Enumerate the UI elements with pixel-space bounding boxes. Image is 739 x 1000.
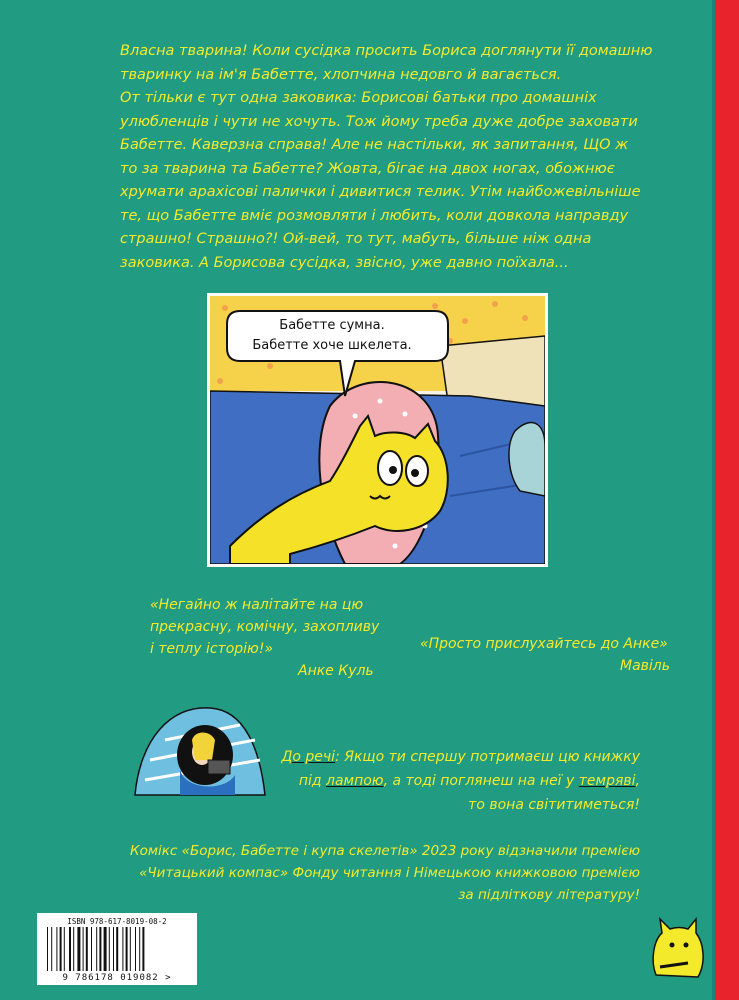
- kid-with-blanket-illustration: [130, 700, 270, 800]
- barcode-bar: [51, 927, 52, 971]
- speech-line: Бабетте хоче шкелета.: [252, 338, 412, 353]
- blurb-line: От тільки є тут одна заковика: Борисові батьки про домашніх: [120, 90, 597, 106]
- award-text: [130, 840, 640, 906]
- barcode-bar: [56, 927, 57, 971]
- barcode-bar: [139, 927, 140, 971]
- barcode-bar: [73, 927, 74, 971]
- barcode-bar: [104, 927, 107, 971]
- blurb-line: страшно! Страшно?! Ой-вей, то тут, мабуть, більше ніж одна: [120, 231, 592, 247]
- quote-line: і теплу історію!»: [150, 641, 274, 657]
- barcode-bar: [122, 927, 123, 971]
- barcode-bar: [142, 927, 144, 971]
- blurb-line: заковика. А Борисова сусідка, звісно, уже давно поїхала...: [120, 254, 569, 271]
- barcode-bar: [109, 927, 110, 971]
- barcode-bar: [60, 927, 62, 971]
- blurb-line: те, що Бабетте вміє розмовляти і любить, коли довкола направду: [120, 207, 629, 224]
- isbn-text: ISBN 978-617-8019-08-2: [67, 917, 167, 926]
- review-quote-2: [420, 633, 680, 674]
- barcode-bar: [47, 927, 48, 971]
- fact-line: [280, 745, 640, 769]
- fact-lead: До речі: [281, 749, 336, 765]
- fact-dark: темряві: [578, 773, 636, 789]
- barcode-bar: [83, 927, 84, 971]
- barcode-bar: [96, 927, 97, 971]
- fact-text: ,: [635, 773, 640, 789]
- award-line: Комікс «Борис, Бабетте і купа скелетів» 2023 року відзначили премією: [130, 843, 641, 859]
- quote-author: Анке Куль: [298, 663, 374, 679]
- fact-lamp: лампою: [326, 773, 384, 789]
- award-line: «Читацький компас» Фонду читання і Німецькою книжковою премією: [139, 865, 640, 881]
- barcode-bar: [130, 927, 131, 971]
- review-quote-1: [150, 594, 390, 679]
- blurb-line: улюбленців і чути не хочуть. Тож йому треба дуже добре заховати: [120, 113, 638, 130]
- blurb-line: то за тварина та Бабетте? Жовта, бігає на двох ногах, обожнює: [120, 160, 615, 177]
- barcode-bar: [126, 927, 128, 971]
- barcode-bar: [69, 927, 71, 971]
- publisher-logo-icon: [648, 915, 708, 985]
- fact-text: під: [298, 773, 326, 789]
- barcode-bar: [116, 927, 118, 971]
- barcode-bar: [86, 927, 88, 971]
- blurb-line: хрумати арахісові палички і дивитися телик. Утім найбожевільніше: [120, 184, 641, 200]
- quote-line: прекрасну, комічну, захопливу: [150, 619, 380, 635]
- quote-line: «Негайно ж налітайте на цю: [150, 597, 364, 613]
- fact-text: , а тоді поглянеш на неї у: [383, 773, 579, 789]
- barcode-bar: [91, 927, 92, 971]
- ean-text: 9 786178 019082 >: [62, 973, 172, 983]
- award-line: за підліткову літературу!: [458, 887, 640, 903]
- speech-bubble-text: [237, 316, 427, 356]
- barcode-bar: [99, 927, 101, 971]
- blurb-text: [120, 40, 680, 275]
- fact-text: : Якщо ти спершу потримаєш цю книжку: [335, 749, 640, 765]
- quote-line: «Просто прислухайтесь до Анке»: [420, 636, 668, 652]
- red-spine: [715, 0, 739, 1000]
- barcode: [37, 913, 197, 985]
- barcode-bar: [113, 927, 114, 971]
- blurb-line: тваринку на ім'я Бабетте, хлопчина недовго й вагається.: [120, 66, 562, 83]
- speech-line: Бабетте сумна.: [279, 318, 385, 333]
- barcode-bar: [64, 927, 65, 971]
- glow-fact: [280, 745, 640, 817]
- barcode-bar: [135, 927, 136, 971]
- blurb-line: Бабетте. Каверзна справа! Але не настільки, як запитання, ЩО ж: [120, 137, 629, 153]
- fact-line: то вона світитиметься!: [468, 797, 640, 813]
- quote-author: Мавіль: [620, 658, 670, 674]
- fact-line: [280, 769, 640, 793]
- blurb-line: Власна тварина! Коли сусідка просить Бориса доглянути її домашню: [120, 43, 653, 59]
- barcode-bar: [77, 927, 80, 971]
